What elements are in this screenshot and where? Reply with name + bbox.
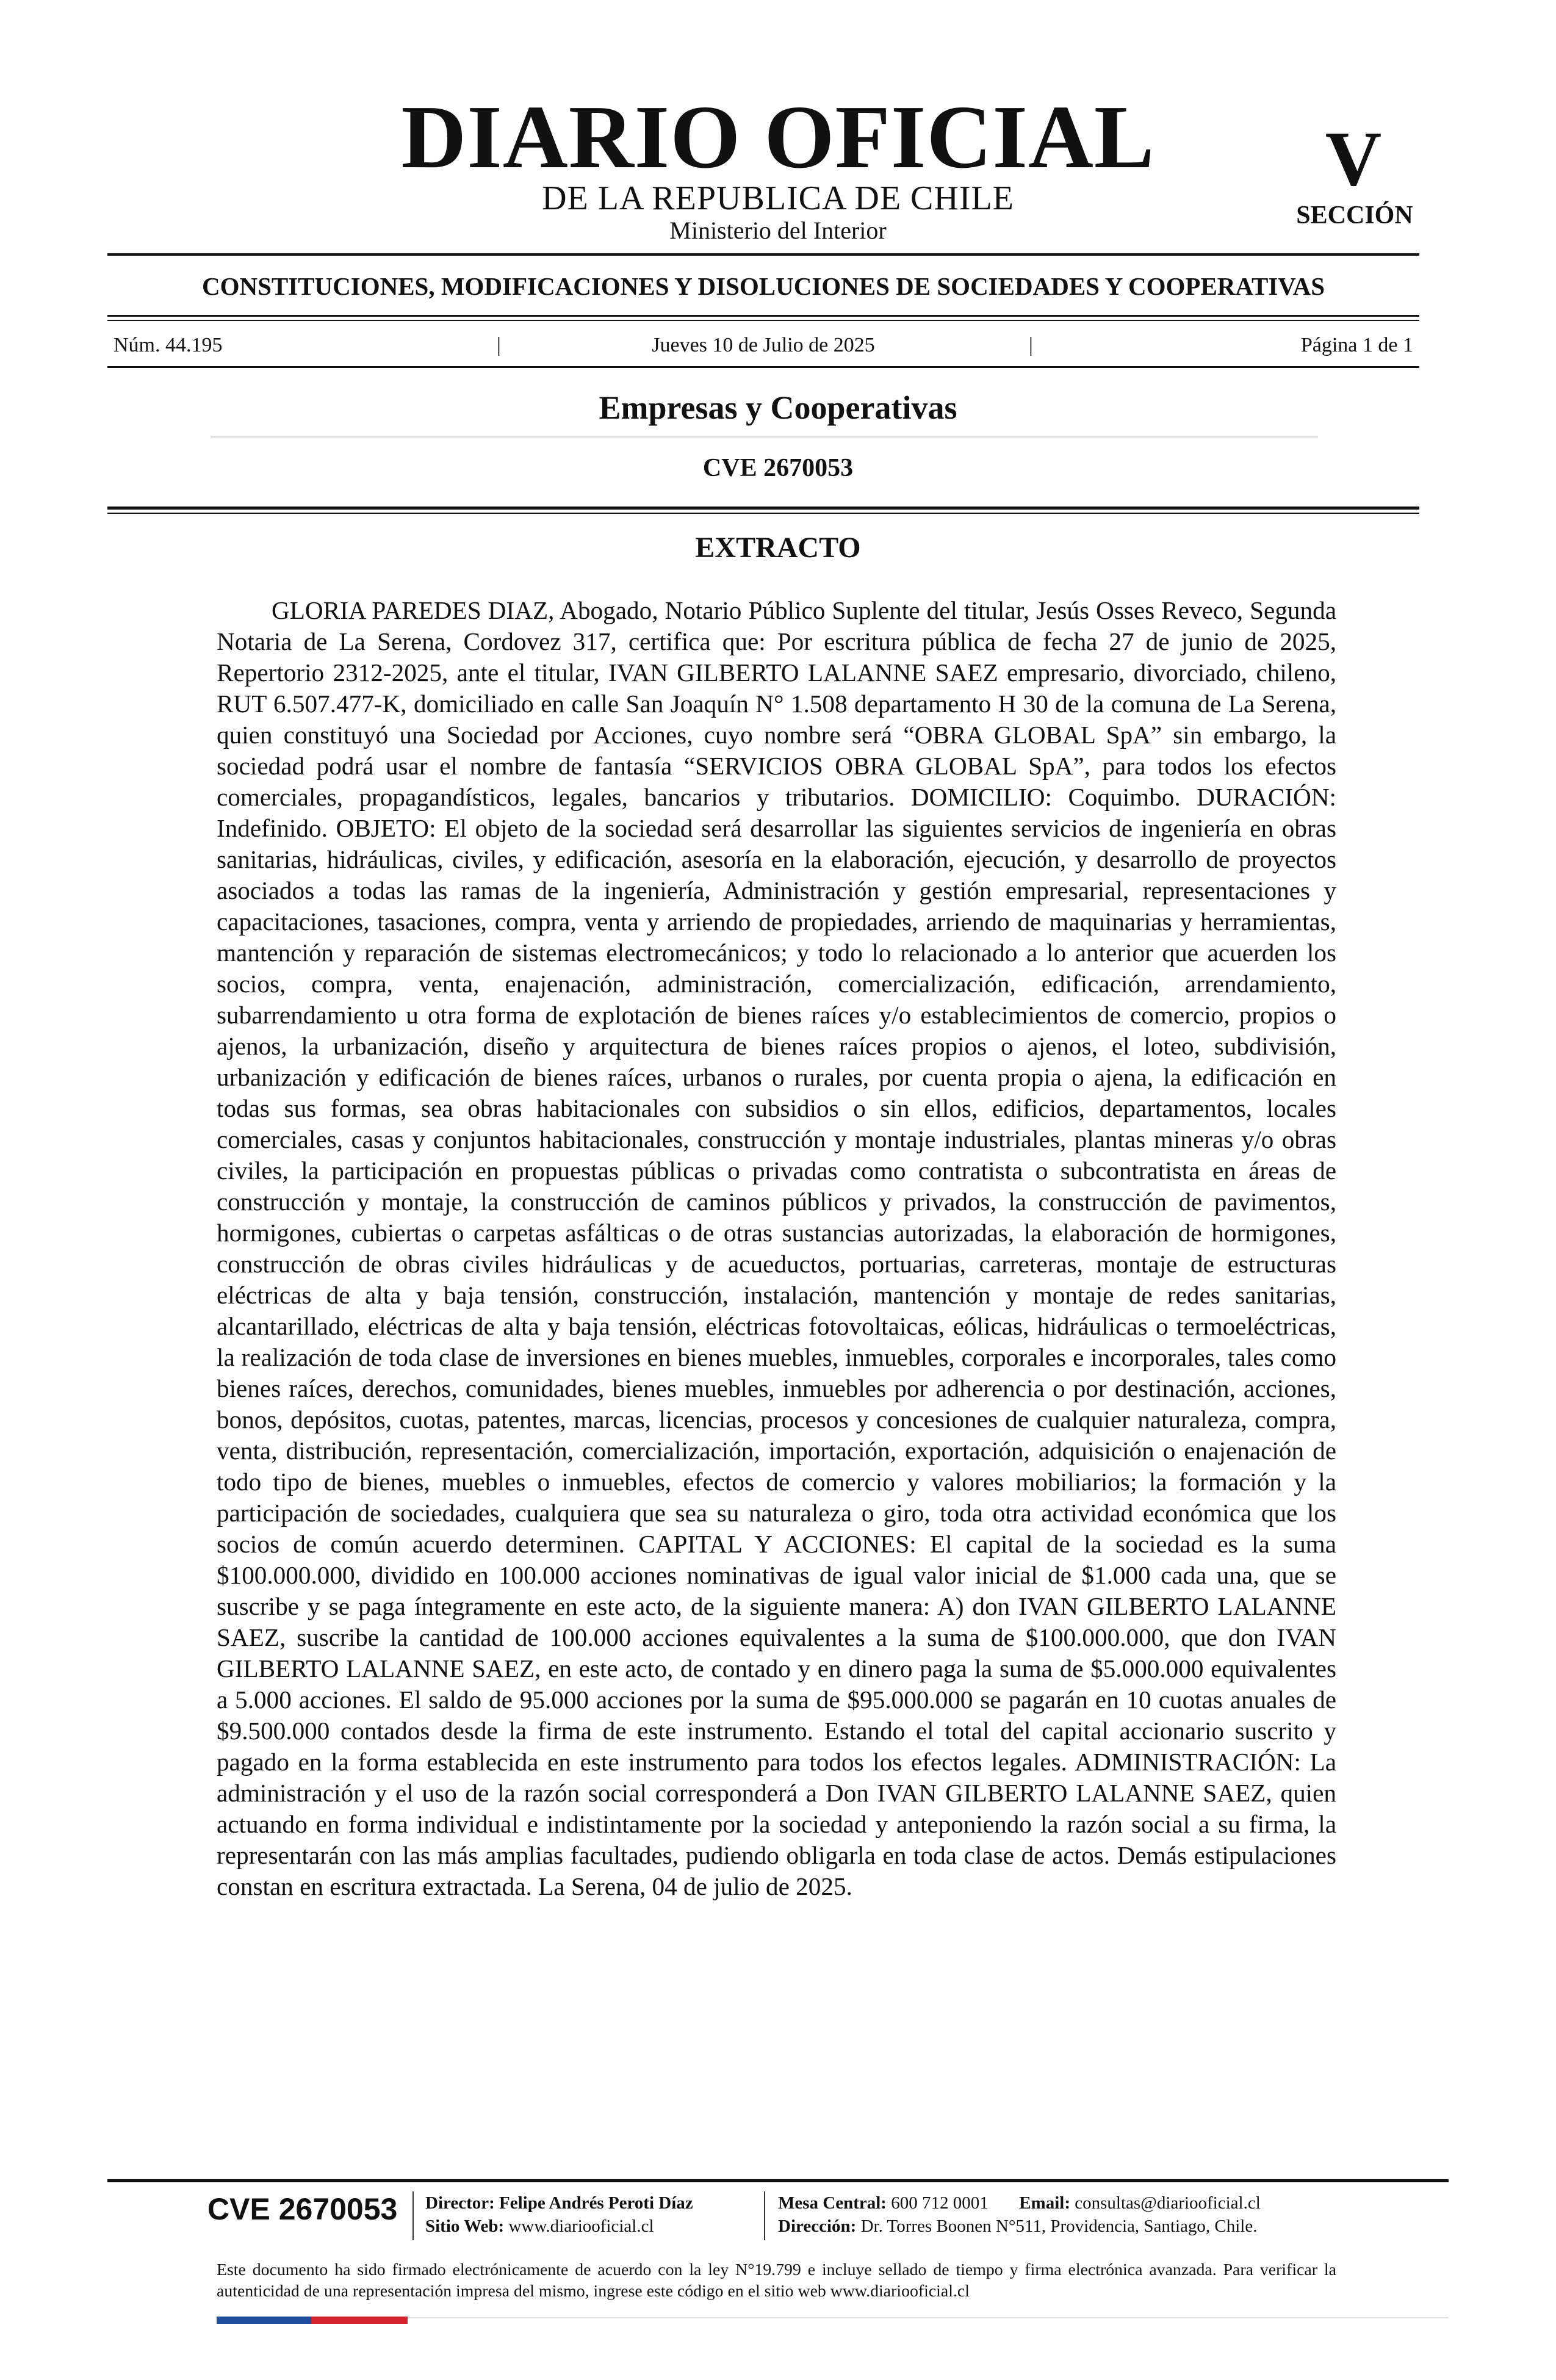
section-heading: Empresas y Cooperativas <box>599 389 957 426</box>
address-label: Dirección: <box>778 2216 857 2236</box>
director-label: Director: <box>425 2193 495 2213</box>
heading-divider <box>211 436 1318 438</box>
category-rule-bottom <box>107 320 1419 321</box>
flag-bar-blue <box>217 2317 311 2324</box>
issue-separator: | <box>1029 334 1033 356</box>
footer-website <box>425 2215 654 2237</box>
cve-rule-top <box>107 507 1419 510</box>
footer-director <box>425 2192 693 2214</box>
email-link[interactable]: consultas@diariooficial.cl <box>1075 2193 1261 2213</box>
issue-info-row <box>113 333 1413 358</box>
section-letter: V <box>1325 115 1382 202</box>
document-body: GLORIA PAREDES DIAZ, Abogado, Notario Público Suplente del titular, Jesús Osses Reveco, Segunda Notaria de La Serena, Cordovez 317, certifica que: Por escritura pública de fecha 27 de junio de 2025, Repertorio 2312-2025, ante el titular, IVAN GILBERTO LALANNE SAEZ empresario, divorciado, chileno, RUT 6.507.477-K, domiciliado en calle San Joaquín N° 1.508 departamento H 30 de la comuna de La Serena, quien constituyó una Sociedad por Acciones, cuyo nombre será “OBRA GLOBAL SpA” sin embargo, la sociedad podrá usar el nombre de fantasía “SERVICIOS OBRA GLOBAL SpA”, para todos los efectos comerciales, propagandísticos, legales, bancarios y tributarios. DOMICILIO: Coquimbo. DURACIÓN: Indefinido. OBJETO: El objeto de la sociedad será desarrollar las siguientes servicios de ingeniería en obras sanitarias, hidráulicas, civiles, y edificación, asesoría en la elaboración, ejecución, y desarrollo de proyectos asociados a todas las ramas de la ingeniería, Administración y gestión empresarial, representaciones y capacitaciones, tasaciones, compra, venta y arriendo de propiedades, arriendo de maquinarias y herramientas, mantención y reparación de sistemas electromecánicos; y todo lo relacionado a lo anterior que acuerden los socios, compra, venta, enajenación, administración, comercialización, edificación, arrendamiento, subarrendamiento u otra forma de explotación de bienes raíces y/o establecimientos de comercio, propios o ajenos, la urbanización, diseño y arquitectura de bienes raíces propios o ajenos, el loteo, subdivisión, urbanización y edificación de bienes raíces, urbanos o rurales, por cuenta propia o ajena, la edificación en todas sus formas, sea obras habitacionales con subsidios o sin ellos, edificios, departamentos, locales comerciales, casas y conjuntos habitacionales, construcción y montaje industriales, plantas mineras y/o obras civiles, la participación en propuestas públicas o privadas como contratista o subcontratista en áreas de construcción y montaje, la construcción de caminos públicos y privados, la construcción de pavimentos, hormigones, cubiertas o carpetas asfálticas o de otras sustancias autorizadas, la elaboración de hormigones, construcción de obras civiles hidráulicas y de acueductos, portuarias, carreteras, montaje de estructuras eléctricas de alta y baja tensión, construcción, instalación, mantención y montaje de redes sanitarias, alcantarillado, eléctricas de alta y baja tensión, eléctricas fotovoltaicas, eólicas, hidráulicas o termoeléctricas, la realización de toda clase de inversiones en bienes muebles, inmuebles, corporales e incorporales, tales como bienes raíces, derechos, comunidades, bienes muebles, inmuebles por adherencia o por destinación, acciones, bonos, depósitos, cuotas, patentes, marcas, licencias, procesos y concesiones de cualquier naturaleza, compra, venta, distribución, representación, comercialización, importación, exportación, adquisición o enajenación de todo tipo de bienes, muebles o inmuebles, efectos de comercio y valores mobiliarios; la formación y la participación de sociedades, cualquiera que sea su naturaleza o giro, toda otra actividad económica que los socios de común acuerdo determinen. CAPITAL Y ACCIONES: El capital de la sociedad es la suma $100.000.000, dividido en 100.000 acciones nominativas de igual valor inicial de $1.000 cada una, que se suscribe y se paga íntegramente en este acto, de la siguiente manera: A) don IVAN GILBERTO LALANNE SAEZ, suscribe la cantidad de 100.000 acciones equivalentes a la suma de $100.000.000, que don IVAN GILBERTO LALANNE SAEZ, en este acto, de contado y en dinero paga la suma de $5.000.000 equivalentes a 5.000 acciones. El saldo de 95.000 acciones por la suma de $95.000.000 se pagarán en 10 cuotas anuales de $9.500.000 contados desde la firma de este instrumento. Estando el total del capital accionario suscrito y pagado en la forma establecida en este instrumento para todos los efectos legales. ADMINISTRACIÓN: La administración y el uso de la razón social corresponderá a Don IVAN GILBERTO LALANNE SAEZ, quien actuando en forma individual e indistintamente por la sociedad y anteponiendo la razón social a su firma, la representarán con las más amplias facultades, pudiendo obligarla en toda clase de actos. Demás estipulaciones constan en escritura extractada. La Serena, 04 de julio de 2025. <box>217 596 1336 1900</box>
cve-rule-bottom <box>107 513 1419 514</box>
footer-disclaimer: Este documento ha sido firmado electrónicamente de acuerdo con la ley N°19.799 e incluye sellado de tiempo y firma electrónica avanzada. Para verificar la autenticidad de una representación impresa del mismo, ingrese este código en el sitio web www.diariooficial.cl <box>217 2260 1336 2301</box>
issue-page: Página 1 de 1 <box>1300 334 1413 356</box>
footer-divider <box>764 2191 765 2240</box>
cve-code: CVE 2670053 <box>702 454 854 482</box>
masthead-ministry: Ministerio del Interior <box>669 217 887 244</box>
issue-rule <box>107 366 1419 368</box>
header-rule <box>107 253 1419 256</box>
footer-cve-code: CVE 2670053 <box>207 2192 398 2226</box>
issue-number: Núm. 44.195 <box>113 334 223 356</box>
document-title: EXTRACTO <box>695 532 861 564</box>
footer-contact <box>778 2192 1261 2214</box>
footer-divider <box>412 2191 414 2240</box>
category-title: CONSTITUCIONES, MODIFICACIONES Y DISOLUCIONES DE SOCIEDADES Y COOPERATIVAS <box>201 272 1325 300</box>
flag-bar-red <box>311 2317 408 2324</box>
masthead-subtitle: DE LA REPUBLICA DE CHILE <box>542 179 1014 217</box>
phone-number: 600 712 0001 <box>891 2193 989 2213</box>
issue-date: Jueves 10 de Julio de 2025 <box>652 334 875 356</box>
footer-rule <box>107 2179 1449 2182</box>
section-label: SECCIÓN <box>1296 201 1413 229</box>
category-rule-top <box>107 315 1419 317</box>
phone-label: Mesa Central: <box>778 2193 887 2213</box>
footer-address <box>778 2215 1257 2237</box>
address-text: Dr. Torres Boonen N°511, Providencia, Santiago, Chile. <box>860 2216 1258 2236</box>
email-label: Email: <box>1019 2193 1070 2213</box>
masthead-title: DIARIO OFICIAL <box>401 87 1155 187</box>
issue-separator: | <box>497 334 501 356</box>
director-name: Felipe Andrés Peroti Díaz <box>499 2193 693 2213</box>
website-link[interactable]: www.diariooficial.cl <box>508 2216 654 2236</box>
website-label: Sitio Web: <box>425 2216 505 2236</box>
